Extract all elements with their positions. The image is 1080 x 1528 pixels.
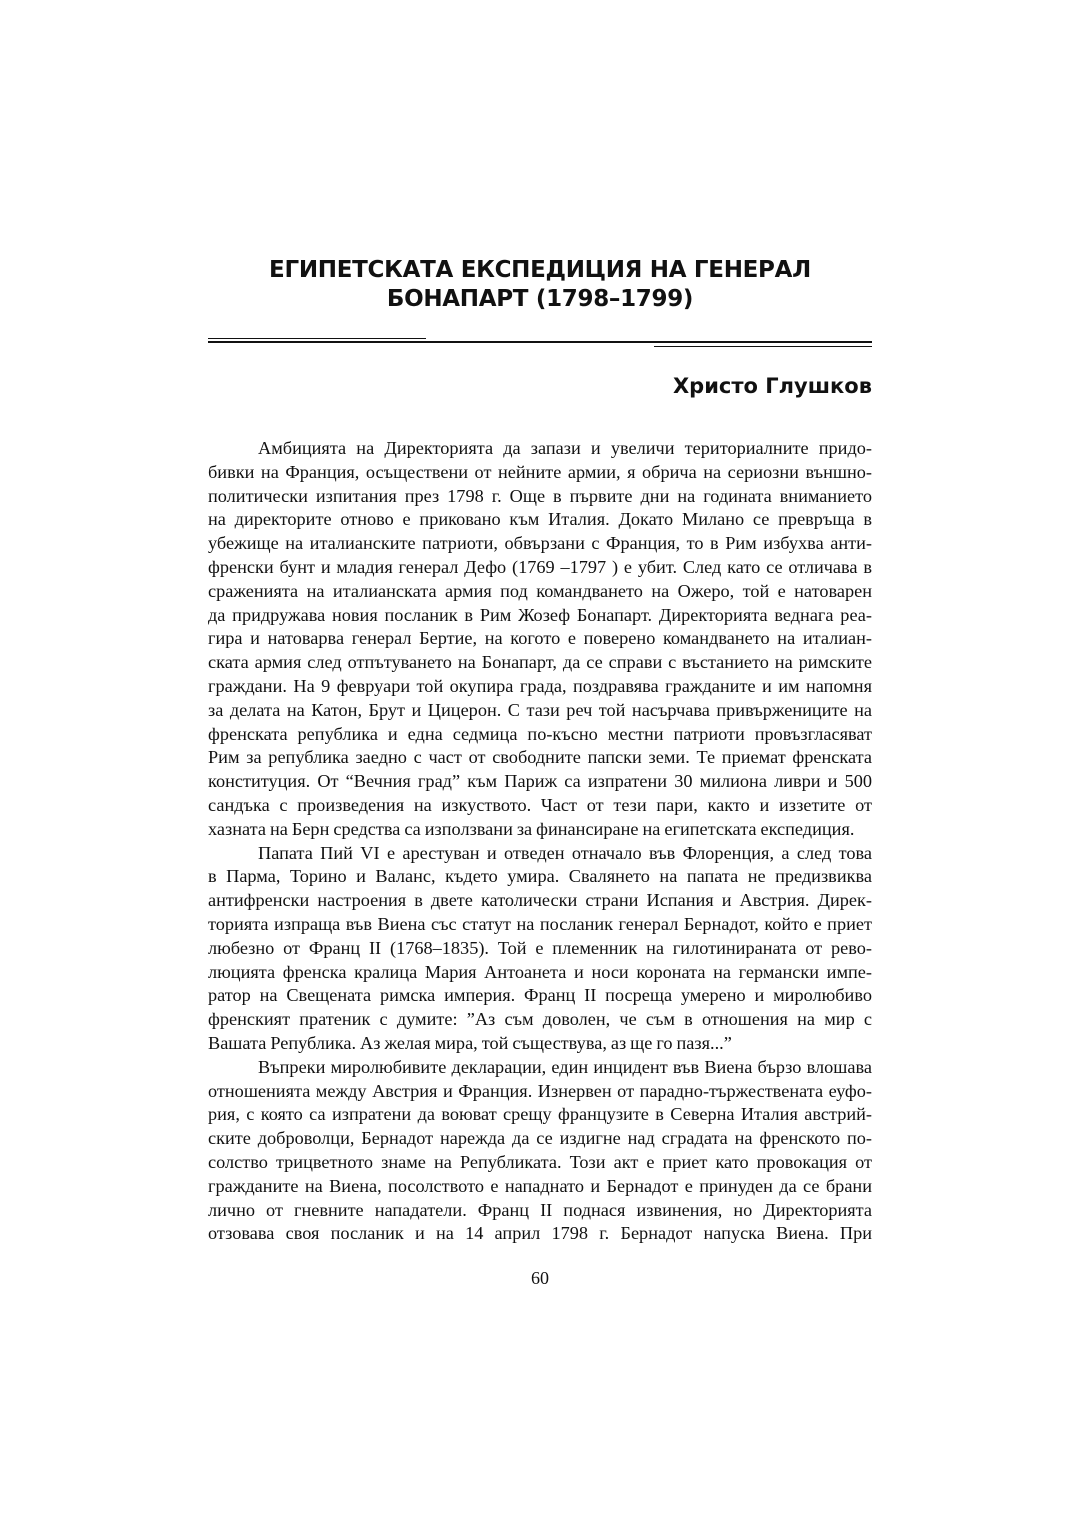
body-line: ските доброволци, Бернадот нарежда да се издигне над сградата на френското по- — [208, 1128, 872, 1149]
article-title-line-2: БОНАПАРТ (1798–1799) — [386, 286, 694, 312]
body-line: солство трицветното знаме на Републиката. Този акт е приет като провокация от — [208, 1151, 872, 1172]
body-line: Амбицията на Директорията да запази и увеличи териториалните придо- — [258, 438, 872, 458]
page-number: 60 — [531, 1268, 549, 1288]
body-line: любезно от Франц II (1768–1835). Той е племенник на гилотинираната от рево- — [208, 937, 872, 958]
body-line: конституция. От “Вечния град” към Париж са изпратени 30 милиона ливри и 500 — [208, 771, 872, 792]
body-line: гражданите на Виена, посолството е нападнато и Бернадот е принуден да се брани — [208, 1175, 872, 1196]
body-line: антифренски настроения в двете католически страни Испания и Австрия. Дирек- — [208, 890, 872, 911]
body-line: отношенията между Австрия и Франция. Изнервен от парадно-тържествената еуфо- — [208, 1080, 872, 1101]
body-line: хазната на Берн средства са използвани за финансиране на египетската експедиция. — [208, 818, 855, 839]
body-line: за делата на Катон, Брут и Цицерон. С тази реч той насърчава привържениците на — [208, 699, 872, 720]
body-line: рия, с която са изпратени да воюват срещу французите в Северна Италия австрий- — [208, 1104, 872, 1125]
article-title — [208, 256, 872, 314]
article-body — [208, 437, 872, 1246]
body-line: Рим за република заедно с част от свободните папски земи. Те приемат френската — [208, 747, 872, 768]
body-line: Въпреки миролюбивите декларации, един инцидент във Виена бързо влошава — [258, 1056, 872, 1077]
body-line: торията изпраща във Виена със статут на посланик генерал Бернадот, който е приет — [208, 913, 872, 934]
title-rule-left-thin — [208, 338, 426, 339]
body-line: политически изпитания през 1798 г. Още в първите дни на годината вниманието — [208, 485, 872, 506]
article-title-line-1: ЕГИПЕТСКАТА ЕКСПЕДИЦИЯ НА ГЕНЕРАЛ — [269, 257, 811, 283]
body-line: ратор на Свещената римска империя. Франц II посреща умерено и миролюбиво — [208, 985, 872, 1006]
body-line: лично от гневните нападатели. Франц II поднася извинения, но Директорията — [208, 1199, 872, 1220]
body-line: граждани. На 9 февруари той окупира града, поздравява гражданите и им напомня — [208, 675, 872, 696]
title-rule-main — [208, 341, 872, 343]
title-rule-right-thin — [654, 346, 872, 347]
body-line: гира и натоварва генерал Бертие, на когото е поверено командването на италиан- — [208, 628, 872, 649]
body-line: да придружава новия посланик в Рим Жозеф Бонапарт. Директорията веднага реа- — [208, 604, 872, 625]
body-line: Папата Пий VI е арестуван и отведен отначало във Флоренция, а след това — [258, 842, 872, 863]
body-line: отзовава своя посланик и на 14 април 1798 г. Бернадот напуска Виена. При — [208, 1223, 872, 1244]
body-line: сраженията на италианската армия под командването на Ожеро, той е натоварен — [208, 580, 872, 601]
body-line: на директорите отново е приковано към Италия. Докато Милано се превръща в — [208, 509, 872, 530]
body-line: френският пратеник с думите: ”Аз съм доволен, че съм в отношения на мир с — [208, 1009, 872, 1030]
body-line: убежище на италианските патриоти, обвързани с Франция, то в Рим избухва анти- — [208, 533, 872, 554]
body-line: френската република и една седмица по-късно местни патриоти провъзгласяват — [208, 723, 872, 744]
body-line: в Парма, Торино и Валанс, където умира. Свалянето на папата не предизвиква — [208, 866, 872, 887]
body-line: Вашата Република. Аз желая мира, той съществува, аз ще го пазя...” — [208, 1032, 732, 1053]
body-line: бивки на Франция, осъществени от нейните армии, я обрича на сериозни външно- — [208, 461, 872, 482]
body-line: френски бунт и младия генерал Дефо (1769 –1797 ) е убит. След като се отличава в — [208, 556, 872, 577]
body-line: люцията френска кралица Мария Антоанета и носи короната на германски импе- — [208, 961, 872, 982]
author-name: Христо Глушков — [672, 374, 872, 398]
body-line: ската армия след отпътуването на Бонапарт, да се справи с въстанието на римските — [208, 652, 872, 673]
body-line: сандъка с произведения на изкуството. Част от тези пари, както и иззетите от — [208, 794, 872, 815]
